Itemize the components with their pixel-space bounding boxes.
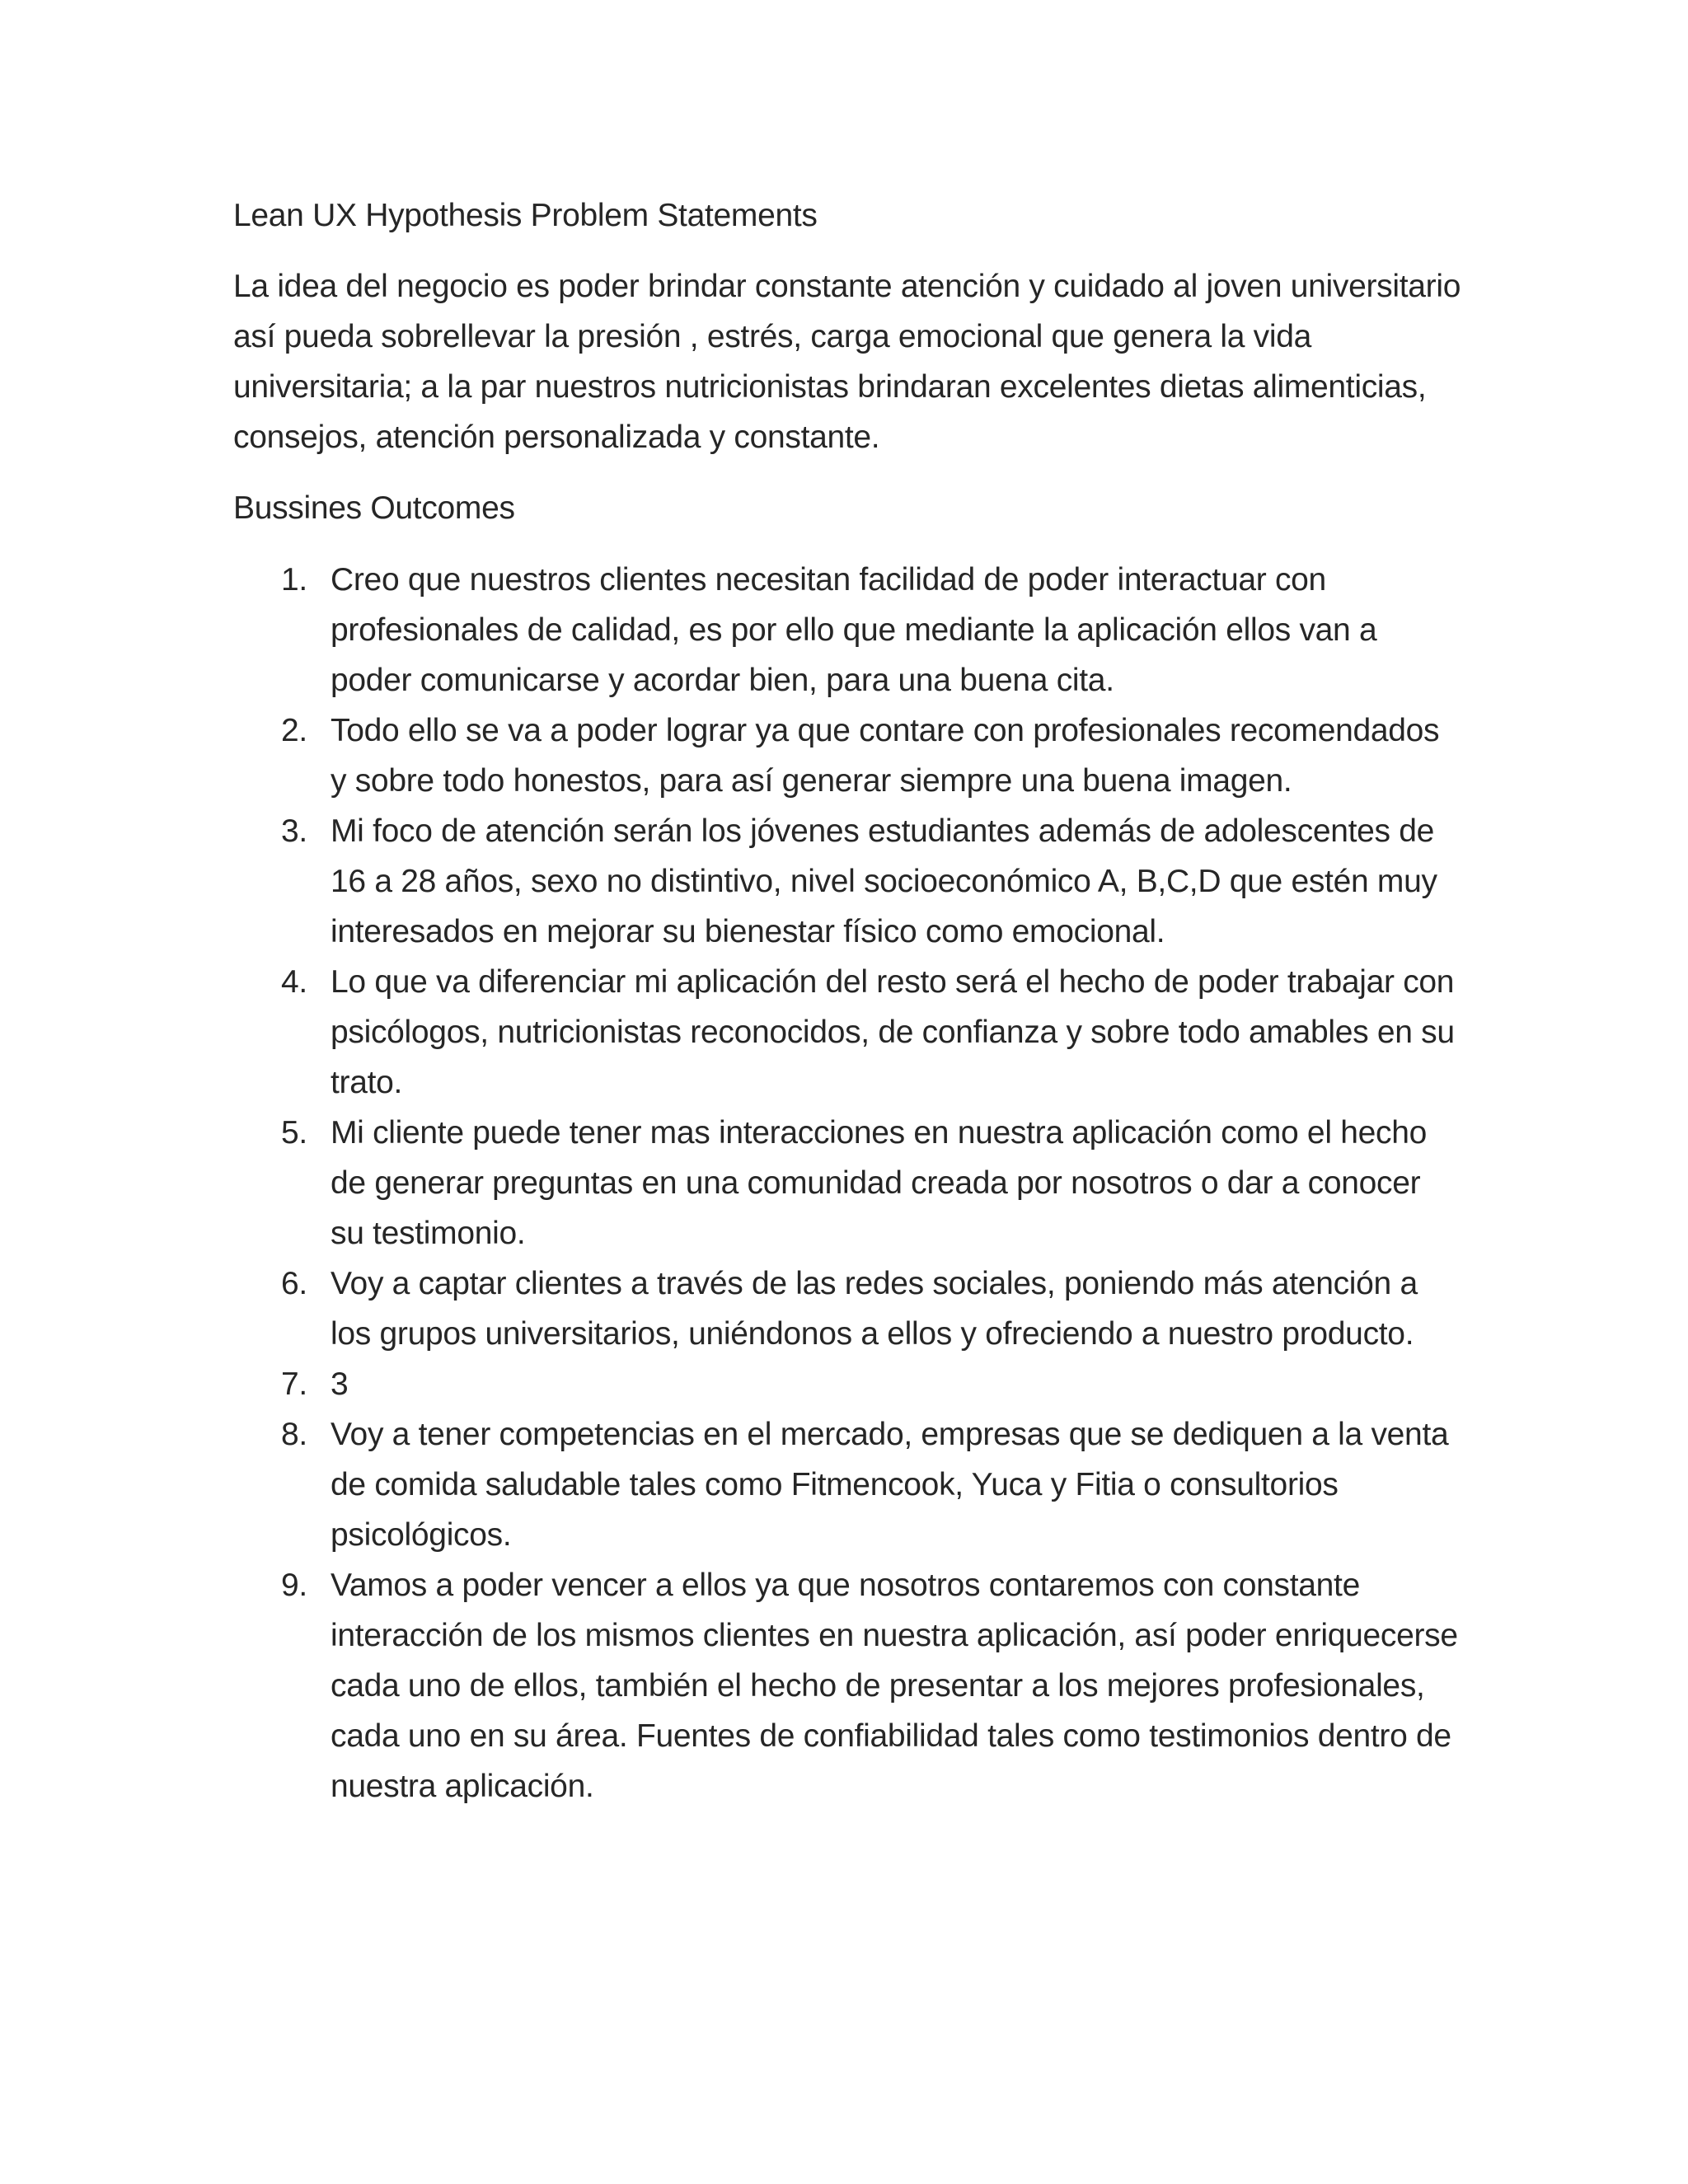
section-heading-business-outcomes: Bussines Outcomes <box>233 490 515 526</box>
outcome-item-1 <box>233 555 1461 705</box>
outcome-item-9 <box>233 1560 1461 1811</box>
business-outcomes-list <box>233 555 1461 1811</box>
outcome-text: Mi cliente puede tener mas interacciones en nuestra aplicación como el hecho de generar preguntas en una comunidad creada por nosotros o dar a conocer su testimonio. <box>331 1115 1427 1251</box>
outcome-text: Todo ello se va a poder lograr ya que contare con profesionales recomendados y sobre todo honestos, para así generar siempre una buena imagen. <box>331 713 1440 799</box>
outcome-text: Voy a captar clientes a través de las redes sociales, poniendo más atención a los grupos universitarios, uniéndonos a ellos y ofreciendo a nuestro producto. <box>331 1266 1418 1352</box>
document-body <box>233 190 1461 1811</box>
document-title: Lean UX Hypothesis Problem Statements <box>233 198 818 233</box>
outcome-item-8 <box>233 1409 1461 1560</box>
outcome-item-2 <box>233 705 1461 806</box>
outcome-text: 3 <box>331 1366 349 1402</box>
outcome-number: 7. <box>281 1366 307 1402</box>
outcome-item-6 <box>233 1258 1461 1359</box>
outcome-item-4 <box>233 957 1461 1108</box>
outcome-number: 4. <box>281 964 307 1000</box>
intro-paragraph: La idea del negocio es poder brindar constante atención y cuidado al joven universitario así pueda sobrellevar la presión , estrés, carga emocional que genera la vida universitaria; a la par nuestros nutricionistas brindaran excelentes dietas alimenticias, consejos, atención personalizada y constante. <box>233 269 1461 455</box>
outcome-item-7 <box>233 1359 1461 1409</box>
outcome-number: 8. <box>281 1417 307 1452</box>
outcome-number: 6. <box>281 1266 307 1301</box>
outcome-item-3 <box>233 806 1461 957</box>
outcome-number: 1. <box>281 562 307 598</box>
outcome-number: 3. <box>281 813 307 849</box>
outcome-text: Lo que va diferenciar mi aplicación del resto será el hecho de poder trabajar con psicólogos, nutricionistas reconocidos, de confianza y sobre todo amables en su trato. <box>331 964 1455 1100</box>
outcome-text: Voy a tener competencias en el mercado, empresas que se dediquen a la venta de comida saludable tales como Fitmencook, Yuca y Fitia o consultorios psicológicos. <box>331 1417 1449 1553</box>
outcome-number: 9. <box>281 1568 307 1603</box>
outcome-item-5 <box>233 1108 1461 1258</box>
outcome-number: 2. <box>281 713 307 748</box>
outcome-text: Creo que nuestros clientes necesitan facilidad de poder interactuar con profesionales de calidad, es por ello que mediante la aplicación ellos van a poder comunicarse y acordar bien, para una buena cita. <box>331 562 1377 698</box>
outcome-number: 5. <box>281 1115 307 1151</box>
outcome-text: Mi foco de atención serán los jóvenes estudiantes además de adolescentes de 16 a 28 años, sexo no distintivo, nivel socioeconómico A, B,C,D que estén muy interesados en mejorar su bienestar físico como emocional. <box>331 813 1437 949</box>
outcome-text: Vamos a poder vencer a ellos ya que nosotros contaremos con constante interacción de los mismos clientes en nuestra aplicación, así poder enriquecerse cada uno de ellos, también el hecho de presentar a los mejores profesionales, cada uno en su área. Fuentes de confiabilidad tales como testimonios dentro de nuestra aplicación. <box>331 1568 1458 1804</box>
